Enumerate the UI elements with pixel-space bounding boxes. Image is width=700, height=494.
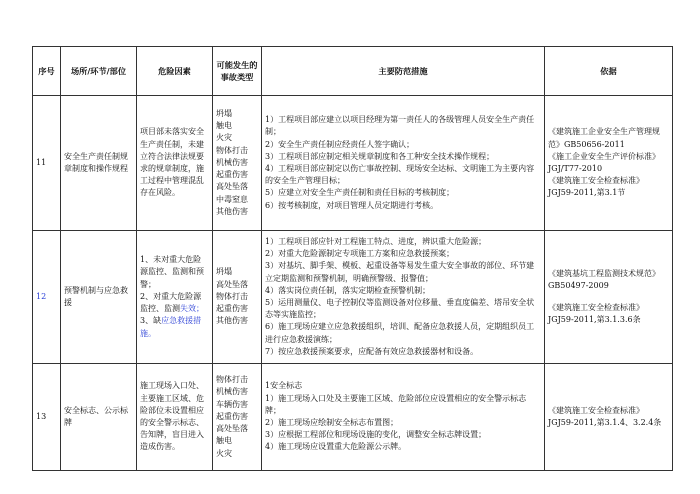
measure-item: 4）工程项目部应制定以伤亡事故控制、现场安全达标、文明施工为主要内容的安全生产管理目标；	[265, 164, 535, 186]
accident-type: 坍塌	[216, 109, 232, 119]
header-no: 序号	[33, 47, 61, 96]
accident-type: 高处坠落	[216, 182, 248, 192]
row-measures	[262, 364, 545, 471]
row-hazard	[137, 231, 213, 364]
measure-item: 7）按应急救援预案要求，应配备有效应急救援器材和设备。	[265, 346, 479, 356]
measure-item: 5）运用测量仪、电子控制仪等监测设备对位移量、垂直度偏差、塔吊安全状态等实施监控；	[265, 298, 535, 320]
row-measures	[262, 231, 545, 364]
row-accident-types	[213, 364, 262, 471]
row-place: 预警机制与应急救援	[61, 231, 137, 364]
measure-item: 4）落实岗位责任制，落实定期检查预警机制；	[265, 285, 431, 295]
basis-item: 《施工企业安全生产评价标准》JGJ/T77-2010	[548, 151, 660, 173]
accident-type: 坍塌	[216, 267, 232, 277]
accident-type: 起重伤害	[216, 170, 248, 180]
measure-item: 3）工程项目部应制定相关规章制度和各工种安全技术操作规程；	[265, 151, 495, 161]
row-basis	[545, 231, 673, 364]
measure-item: 1）施工现场入口处及主要施工区域、危险部位应设置相应的安全警示标志牌；	[265, 393, 527, 415]
measure-item: 4）施工现场应设置重大危险源公示牌。	[265, 442, 407, 452]
measure-item: 1）工程项目部应建立以项目经理为第一责任人的各级管理人员安全生产责任制；	[265, 115, 535, 137]
row-no: 13	[33, 364, 61, 471]
header-accident-type: 可能发生的事故类型	[213, 47, 262, 96]
row-accident-types	[213, 96, 262, 231]
row-accident-types	[213, 231, 262, 364]
accident-type: 其他伤害	[216, 206, 248, 216]
header-basis: 依据	[545, 47, 673, 96]
basis-item: 《建筑施工安全检查标准》JGJ59-2011,第3.1.4、3.2.4条	[548, 405, 662, 427]
header-measures: 主要防范措施	[262, 47, 545, 96]
measure-item: 2）安全生产责任制应经责任人签字确认；	[265, 139, 415, 149]
accident-type: 触电	[216, 121, 232, 131]
hazard-text-highlight: 应急救援措施。	[140, 316, 202, 338]
row-no: 11	[33, 96, 61, 231]
basis-item: 《建筑施工安全检查标准》JGJ59-2011,第3.1节	[548, 176, 644, 198]
hazard-text: 3、缺	[140, 316, 162, 326]
header-place: 场所/环节/部位	[61, 47, 137, 96]
accident-type: 高处坠落	[216, 424, 248, 434]
hazard-text: 1、未对重大危险源监控、监测和预警；	[140, 255, 204, 289]
hazard-text: 2、对重大危险源监控、监测	[140, 291, 202, 314]
row-no: 12	[33, 231, 61, 364]
accident-type: 起重伤害	[216, 411, 248, 421]
measure-item: 2）对重大危险源制定专项施工方案和应急救援预案；	[265, 249, 455, 259]
row-basis	[545, 96, 673, 231]
hazard-text-highlight: 失效；	[180, 304, 204, 314]
row-hazard: 施工现场入口处、主要施工区域、危险部位未设置相应的安全警示标志、告知牌，盲目进入造成伤害。	[137, 364, 213, 471]
table-row	[33, 96, 673, 231]
measure-item: 1）工程项目部应针对工程施工特点、进度，辨识重大危险源；	[265, 236, 487, 246]
accident-type: 物体打击	[216, 291, 248, 301]
row-place: 安全生产责任制规章制度和操作规程	[61, 96, 137, 231]
hazard-table	[32, 46, 673, 471]
accident-type: 中毒窒息	[216, 194, 248, 204]
accident-type: 物体打击	[216, 145, 248, 155]
accident-type: 火灾	[216, 448, 232, 458]
accident-type: 车辆伤害	[216, 399, 248, 409]
accident-type: 物体打击	[216, 375, 248, 385]
measure-item: 2）施工现场应绘制安全标志布置图；	[265, 418, 399, 427]
measure-item: 5）应建立对安全生产责任制和责任目标的考核制度；	[265, 188, 455, 198]
basis-item: 《建筑基坑工程监测技术规范》GB50497-2009	[548, 268, 660, 290]
row-place: 安全标志、公示标牌	[61, 364, 137, 471]
table-row	[33, 231, 673, 364]
measure-item: 6）施工现场应建立应急救援组织，培训、配备应急救援人员，定期组织员工进行应急救援演练；	[265, 322, 535, 344]
accident-type: 触电	[216, 436, 232, 446]
accident-type: 机械伤害	[216, 157, 248, 167]
header-hazard: 危险因素	[137, 47, 213, 96]
table-header-row	[33, 47, 673, 96]
measure-item: 3）应根据工程部位和现场设施的变化，调整安全标志牌设置；	[265, 430, 487, 440]
basis-item: 《建筑施工企业安全生产管理规范》GB50656-2011	[548, 127, 660, 149]
measure-item: 6）按考核制度，对项目管理人员定期进行考核。	[265, 200, 439, 210]
row-basis	[545, 364, 673, 471]
basis-item: 《建筑施工安全检查标准》JGJ59-2011,第3.1.3.6条	[548, 303, 644, 325]
row-measures	[262, 96, 545, 231]
hazard-table-container	[32, 46, 672, 471]
measure-item: 3）对基坑、脚手架、模板、起重设备等易发生重大安全事故的部位、环节建立定期监测和预警机制，明确预警级、报警值；	[265, 261, 535, 283]
accident-type: 高处坠落	[216, 279, 248, 289]
row-hazard: 项目部未落实安全生产责任制，未建立符合法律法规要求的规章制度，施工过程中管理混乱存在风险。	[137, 96, 213, 231]
table-row	[33, 364, 673, 471]
accident-type: 起重伤害	[216, 304, 248, 314]
accident-type: 其他伤害	[216, 316, 248, 326]
accident-type: 火灾	[216, 133, 232, 143]
accident-type: 机械伤害	[216, 387, 248, 397]
measure-item: 1安全标志	[265, 381, 303, 391]
